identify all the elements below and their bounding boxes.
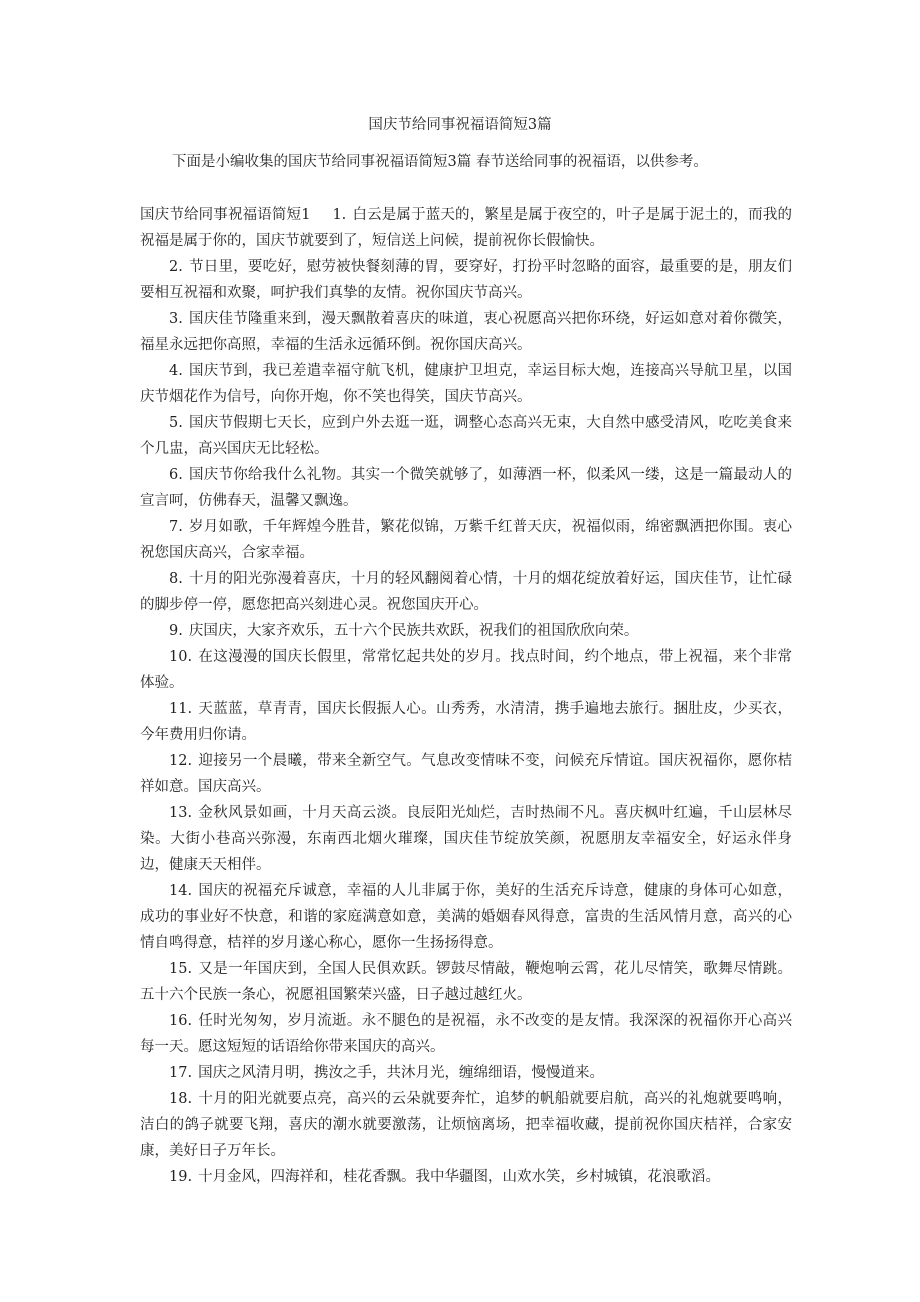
item-text: 国庆的祝福充斥诚意，幸福的人儿非属于你，美好的生活充斥诗意，健康的身体可心如意，成功的事业好不快意，和谐的家庭满意如意，美满的婚姻春风得意，富贵的生活风情月意，高兴的心情自鸣得意，桔祥的岁月遂心称心，愿你一生扬扬得意。: [140, 883, 792, 951]
item-text: 国庆节你给我什么礼物。其实一个微笑就够了，如薄酒一杯，似柔风一缕，这是一篇最动人的宣言呵，仿佛春天，温馨又飘逸。: [140, 467, 792, 509]
item-number: 7.: [169, 519, 183, 535]
item-text: 岁月如歌，千年辉煌今胜昔，繁花似锦，万紫千红普天庆，祝福似雨，绵密飘洒把你围。衷心祝您国庆高兴，合家幸福。: [140, 519, 792, 561]
item-text: 国庆节到，我已差遣幸福守航飞机，健康护卫坦克，幸运目标大炮，连接高兴导航卫星，以国庆节烟花作为信号，向你开炮，你不笑也得笑，国庆节高兴。: [140, 363, 792, 405]
list-item: [140, 618, 792, 644]
item-text: 节日里，要吃好，慰劳被快餐刻薄的胃，要穿好，打扮平时忽略的面容，最重要的是，朋友们要相互祝福和欢聚，呵护我们真挚的友情。祝你国庆节高兴。: [140, 259, 792, 301]
list-item: [140, 1086, 792, 1164]
item-number: 4.: [169, 363, 183, 379]
item-number: 18.: [169, 1091, 193, 1107]
item-number: 8.: [169, 571, 183, 587]
item-text: 国庆之风清月明，携汝之手，共沐月光，缠绵细语，慢慢道来。: [198, 1065, 605, 1081]
item-number: 3.: [169, 311, 183, 327]
intro-paragraph: 下面是小编收集的国庆节给同事祝福语简短3篇 春节送给同事的祝福语，以供参考。: [172, 154, 708, 170]
list-item: [140, 644, 792, 696]
item-number: 12.: [169, 753, 193, 769]
list-item: [140, 748, 792, 800]
section-heading: 国庆节给同事祝福语简短1: [140, 207, 311, 223]
item-number: 5.: [169, 415, 183, 431]
list-item: [140, 956, 792, 1008]
item-text: 在这漫漫的国庆长假里，常常忆起共处的岁月。找点时间，约个地点，带上祝福，来个非常体验。: [140, 649, 792, 691]
list-item: [140, 1164, 792, 1190]
item-number: 11.: [169, 701, 193, 717]
item-number: 1.: [332, 207, 347, 223]
item-number: 2.: [169, 259, 183, 275]
item-text: 十月金风，四海祥和，桂花香飘。我中华疆图，山欢水笑，乡村城镇，花浪歌滔。: [198, 1169, 721, 1185]
item-number: 19.: [169, 1169, 193, 1185]
item-number: 6.: [169, 467, 183, 483]
list-item: [140, 462, 792, 514]
list-item: [140, 800, 792, 878]
item-number: 13.: [169, 805, 193, 821]
item-text: 金秋风景如画，十月天高云淡。良辰阳光灿烂，吉时热闹不凡。喜庆枫叶红遍，千山层林尽染。大街小巷高兴弥漫，东南西北烟火璀璨，国庆佳节绽放笑颜，祝愿朋友幸福安全，好运永伴身边，健康天天相伴。: [140, 805, 792, 873]
list-item: [140, 358, 792, 410]
list-item: [140, 1060, 792, 1086]
item-text: 十月的阳光就要点亮，高兴的云朵就要奔忙，追梦的帆船就要启航，高兴的礼炮就要鸣响，洁白的鸽子就要飞翔，喜庆的潮水就要激荡，让烦恼离场，把幸福收藏，提前祝你国庆桔祥，合家安康，美好日子万年长。: [140, 1091, 792, 1159]
list-item: [140, 514, 792, 566]
item-text: 天蓝蓝，草青青，国庆长假振人心。山秀秀，水清清，携手遍地去旅行。捆肚皮，少买衣，今年费用归你请。: [140, 701, 792, 743]
list-item: [140, 410, 792, 462]
list-item: [140, 696, 792, 748]
item-number: 16.: [169, 1013, 193, 1029]
item-text: 国庆佳节隆重来到，漫天飘散着喜庆的味道，衷心祝愿高兴把你环绕，好运如意对着你微笑，福星永远把你高照，幸福的生活永远循环倒。祝你国庆高兴。: [140, 311, 792, 353]
list-item: [140, 254, 792, 306]
item-text: 十月的阳光弥漫着喜庆，十月的轻风翻阅着心情，十月的烟花绽放着好运，国庆佳节，让忙碌的脚步停一停，愿您把高兴刻进心灵。祝您国庆开心。: [140, 571, 792, 613]
item-text: 白云是属于蓝天的，繁星是属于夜空的，叶子是属于泥土的，而我的祝福是属于你的，国庆节就要到了，短信送上问候，提前祝你长假愉快。: [140, 207, 792, 249]
document-title: 国庆节给同事祝福语简短3篇: [368, 117, 552, 133]
list-item: [140, 1008, 792, 1060]
item-text: 庆国庆，大家齐欢乐，五十六个民族共欢跃，祝我们的祖国欣欣向荣。: [188, 623, 639, 639]
list-item: [140, 566, 792, 618]
item-text: 任时光匆匆，岁月流逝。永不腿色的是祝福，永不改变的是友情。我深深的祝福你开心高兴每一天。愿这短短的话语给你带来国庆的高兴。: [140, 1013, 792, 1055]
item-text: 迎接另一个晨曦，带来全新空气。气息改变情味不变，问候充斥情谊。国庆祝福你，愿你桔祥如意。国庆高兴。: [140, 753, 792, 795]
list-item: [140, 306, 792, 358]
list-item: [140, 202, 792, 254]
item-text: 国庆节假期七天长，应到户外去逛一逛，调整心态高兴无束，大自然中感受清风，吃吃美食来个几盅，高兴国庆无比轻松。: [140, 415, 792, 457]
item-text: 又是一年国庆到，全国人民俱欢跃。锣鼓尽情敲，鞭炮响云霄，花儿尽情笑，歌舞尽情跳。五十六个民族一条心，祝愿祖国繁荣兴盛，日子越过越红火。: [140, 961, 792, 1003]
document-body: [140, 202, 792, 1190]
item-number: 9.: [169, 623, 183, 639]
list-item: [140, 878, 792, 956]
item-number: 10.: [169, 649, 193, 665]
item-number: 15.: [169, 961, 193, 977]
item-number: 14.: [169, 883, 193, 899]
item-number: 17.: [169, 1065, 193, 1081]
